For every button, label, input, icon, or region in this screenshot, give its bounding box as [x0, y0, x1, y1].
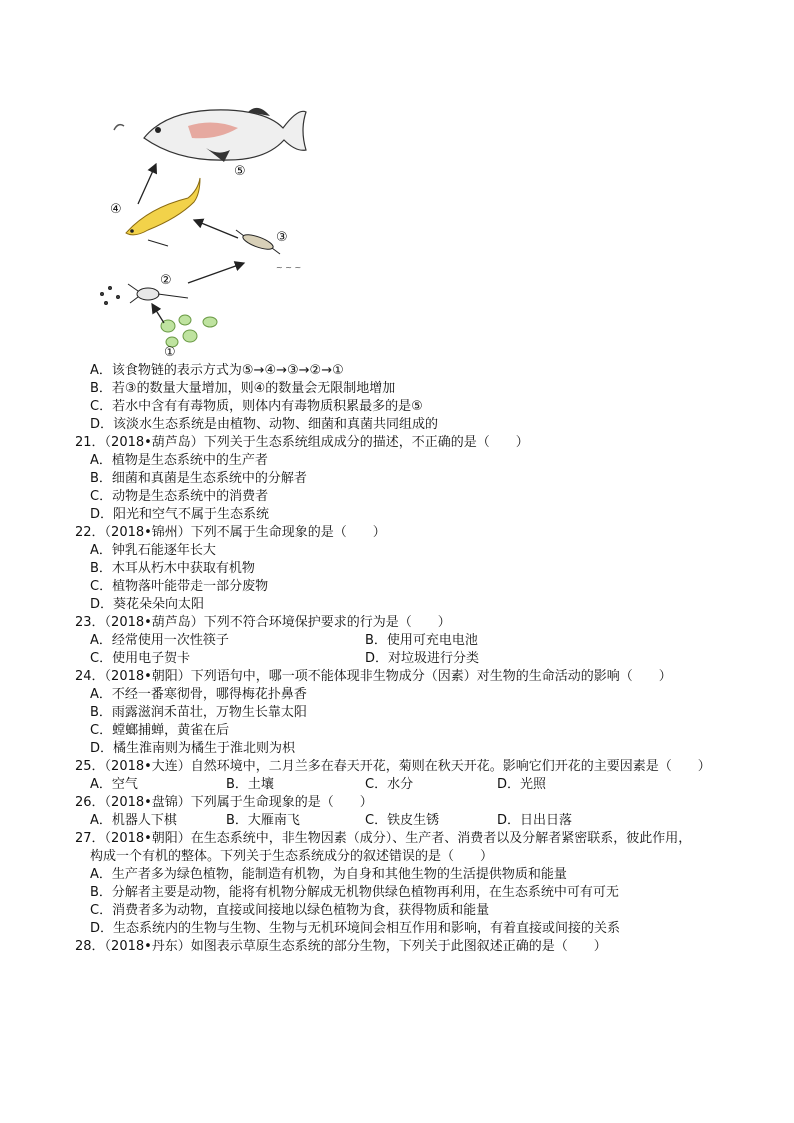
- q27-option-a: A．生产者多为绿色植物，能制造有机物，为自身和其他生物的生活提供物质和能量: [90, 867, 567, 882]
- q23-option-b: B．使用可充电电池: [365, 633, 478, 648]
- q27-option-d: D．生态系统内的生物与生物、生物与无机环境间会相互作用和影响，有着直接或间接的关系: [90, 921, 621, 936]
- label-2: ②: [160, 273, 172, 288]
- q20-option-d: D．该淡水生态系统是由植物、动物、细菌和真菌共同组成的: [90, 417, 439, 432]
- q22-option-d: D．葵花朵朵向太阳: [90, 597, 205, 612]
- food-chain-figure: [88, 98, 328, 360]
- q25-option-a: A．空气: [90, 777, 138, 792]
- label-3: ③: [276, 230, 288, 245]
- water-flea-icon: [101, 284, 189, 305]
- big-fish-icon: [114, 108, 306, 162]
- q20-option-c: C．若水中含有有毒物质，则体内有毒物质积累最多的是⑤: [90, 399, 423, 414]
- q25-option-b: B．土壤: [226, 777, 274, 792]
- q21-option-d: D．阳光和空气不属于生态系统: [90, 507, 270, 522]
- q22-option-c: C．植物落叶能带走一部分废物: [90, 579, 269, 594]
- q26-option-c: C．铁皮生锈: [365, 813, 440, 828]
- q23-option-d: D．对垃圾进行分类: [365, 651, 480, 666]
- q23-stem: 23．（2018•葫芦岛）下列不符合环境保护要求的行为是（ ）: [75, 615, 451, 630]
- q28-stem: 28．（2018•丹东）如图表示草原生态系统的部分生物，下列关于此图叙述正确的是（ ）: [75, 939, 607, 954]
- q24-option-b: B．雨露滋润禾苗壮，万物生长靠太阳: [90, 705, 307, 720]
- q26-stem: 26．（2018•盘锦）下列属于生命现象的是（ ）: [75, 795, 373, 810]
- q27-option-c: C．消费者多为动物，直接或间接地以绿色植物为食，获得物质和能量: [90, 903, 490, 918]
- q27-option-b: B．分解者主要是动物，能将有机物分解成无机物供绿色植物再利用，在生态系统中可有可无: [90, 885, 619, 900]
- svg-text:~ ~ ~: ~ ~ ~: [276, 263, 302, 272]
- q26-option-a: A．机器人下棋: [90, 813, 177, 828]
- q27-stem-line2: 构成一个有机的整体。下列关于生态系统成分的叙述错误的是（ ）: [90, 849, 494, 864]
- q23-option-a: A．经常使用一次性筷子: [90, 633, 229, 648]
- q25-stem: 25．（2018•大连）自然环境中，二月兰多在春天开花，菊则在秋天开花。影响它们开花的主要因素是（ ）: [75, 759, 711, 774]
- q20-option-b: B．若③的数量大量增加，则④的数量会无限制地增加: [90, 381, 396, 396]
- q21-option-b: B．细菌和真菌是生态系统中的分解者: [90, 471, 307, 486]
- q21-option-c: C．动物是生态系统中的消费者: [90, 489, 269, 504]
- q24-option-a: A．不经一番寒彻骨，哪得梅花扑鼻香: [90, 687, 307, 702]
- q26-option-d: D．日出日落: [497, 813, 573, 828]
- small-fish-icon: [126, 178, 200, 235]
- label-4: ④: [110, 202, 122, 217]
- q27-stem-line1: 27．（2018•朝阳）在生态系统中，非生物因素（成分）、生产者、消费者以及分解者紧密联系，彼此作用，: [75, 831, 692, 846]
- q24-option-c: C．螳螂捕蝉，黄雀在后: [90, 723, 230, 738]
- label-5: ⑤: [234, 164, 246, 179]
- label-1: ①: [164, 345, 176, 360]
- algae-icon: [161, 315, 217, 347]
- q21-stem: 21．（2018•葫芦岛）下列关于生态系统组成成分的描述，不正确的是（ ）: [75, 435, 529, 450]
- q25-option-c: C．水分: [365, 777, 414, 792]
- q24-option-d: D．橘生淮南则为橘生于淮北则为枳: [90, 741, 296, 756]
- q26-option-b: B．大雁南飞: [226, 813, 300, 828]
- q20-option-a: A．该食物链的表示方式为⑤→④→③→②→①: [90, 363, 344, 378]
- q24-stem: 24．（2018•朝阳）下列语句中，哪一项不能体现非生物成分（因素）对生物的生命活动的影响（ ）: [75, 669, 672, 684]
- q25-option-d: D．光照: [497, 777, 547, 792]
- q23-option-c: C．使用电子贺卡: [90, 651, 191, 666]
- q22-option-b: B．木耳从朽木中获取有机物: [90, 561, 255, 576]
- q22-option-a: A．钟乳石能逐年长大: [90, 543, 216, 558]
- q22-stem: 22．（2018•锦州）下列不属于生命现象的是（ ）: [75, 525, 386, 540]
- q21-option-a: A．植物是生态系统中的生产者: [90, 453, 268, 468]
